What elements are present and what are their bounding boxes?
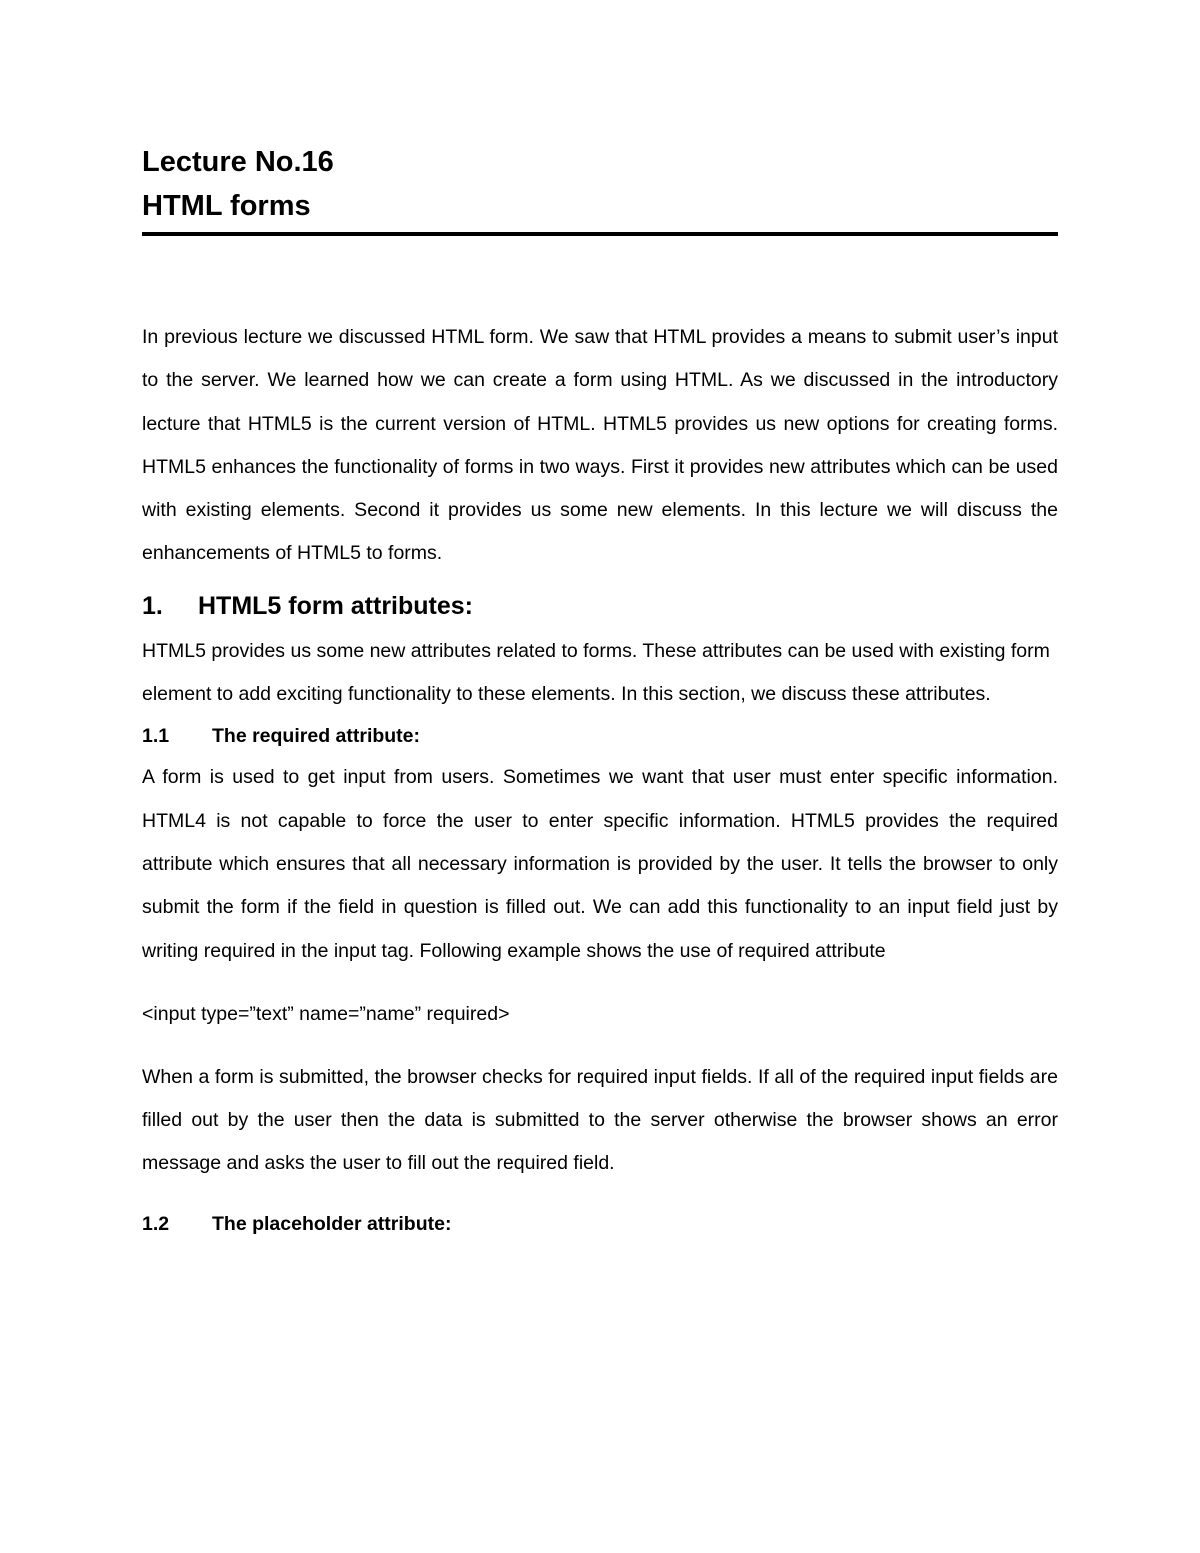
subsection-1-2-heading (142, 1204, 1058, 1244)
section-1-paragraph: HTML5 provides us some new attributes related to forms. These attributes can be used with existing form element to add exciting functionality to these elements. In this section, we discuss these attributes. (142, 639, 1050, 706)
subsection-1-1-title: The required attribute: (212, 725, 421, 748)
subsection-1-2-number: 1.2 (142, 1212, 170, 1235)
lecture-title: HTML forms (142, 190, 311, 222)
subsection-1-1-number: 1.1 (142, 725, 170, 748)
section-1-title: HTML5 form attributes: (198, 591, 473, 620)
section-1-number: 1. (142, 591, 163, 620)
document-page (142, 140, 1058, 1244)
title-underline (142, 232, 1058, 236)
code-example: <input type=”text” name=”name” required> (142, 1002, 510, 1025)
intro-paragraph: In previous lecture we discussed HTML form. We saw that HTML provides a means to submit user’s input to the server. We learned how we can create a form using HTML. As we discussed in the introductory lecture that HTML5 is the current version of HTML. HTML5 provides us new options for creating forms. HTML5 enhances the functionality of forms in two ways. First it provides new attributes which can be used with existing elements. Second it provides us some new elements. In this lecture we will discuss the enhancements of HTML5 to forms. (142, 326, 1058, 565)
subsection-1-1-paragraph: A form is used to get input from users. Sometimes we want that user must enter specific information. HTML4 is not capable to force the user to enter specific information. HTML5 provides the required attribute which ensures that all necessary information is provided by the user. It tells the browser to only submit the form if the field in question is filled out. We can add this functionality to an input field just by writing required in the input tag. Following example shows the use of required attribute (142, 766, 1058, 962)
section-1-heading (142, 584, 1058, 628)
subsection-1-1-paragraph-2: When a form is submitted, the browser checks for required input fields. If all of the required input fields are filled out by the user then the data is submitted to the server otherwise the browser shows an error message and asks the user to fill out the required field. (142, 1065, 1058, 1175)
lecture-header (142, 140, 1058, 236)
subsection-1-2-title: The placeholder attribute: (212, 1212, 452, 1235)
lecture-number: Lecture No.16 (142, 146, 334, 178)
subsection-1-1-heading (142, 716, 1058, 756)
